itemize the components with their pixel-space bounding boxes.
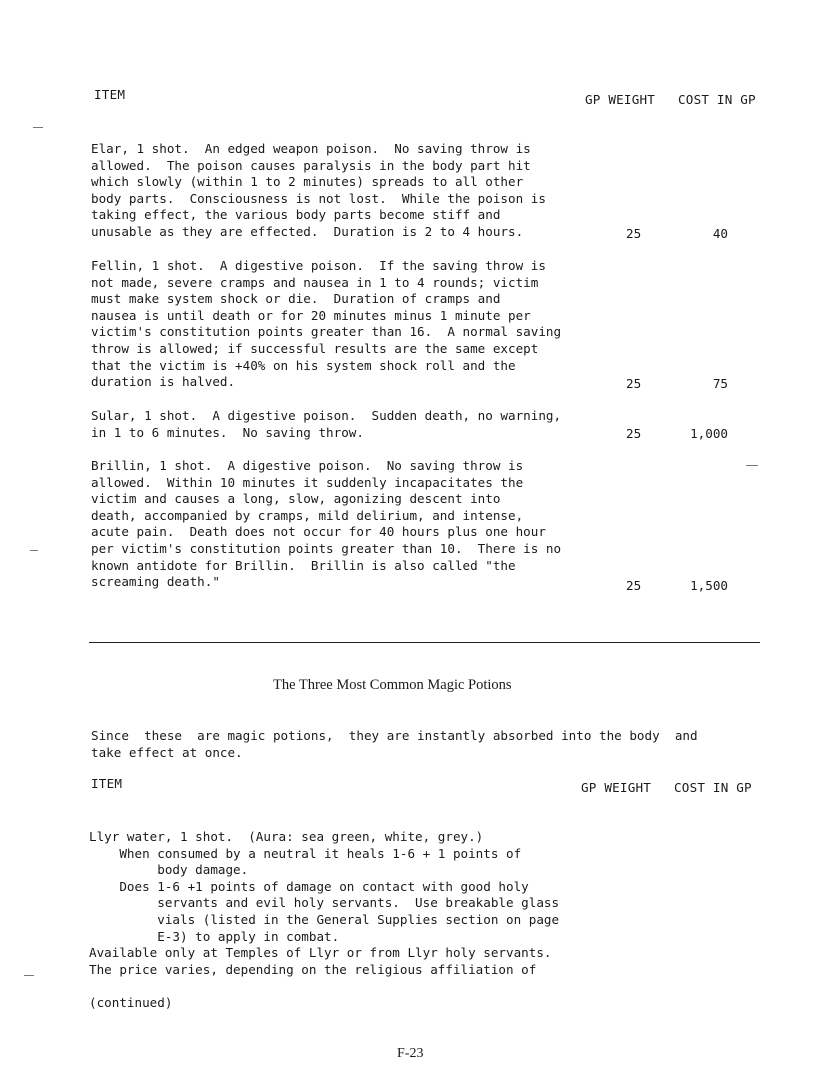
potion-llyr-water-description — [89, 829, 649, 978]
text-line: When consumed by a neutral it heals 1-6 + 1 points of — [89, 845, 522, 861]
text-line: which slowly (within 1 to 2 minutes) spreads to all other — [91, 174, 524, 190]
item-column-header: ITEM — [94, 87, 126, 102]
scan-speck — [746, 465, 758, 466]
gp-weight-column-header-2: GP WEIGHT — [581, 780, 652, 795]
text-line: vials (listed in the General Supplies section on page — [89, 911, 560, 927]
gp-weight-column-header: GP WEIGHT — [585, 92, 656, 107]
text-line: allowed. Within 10 minutes it suddenly incapacitates the — [91, 474, 524, 490]
text-line: Does 1-6 +1 points of damage on contact with good holy — [89, 878, 529, 894]
item-fellin-weight: 25 — [626, 376, 642, 391]
item-brillin-description — [91, 458, 621, 591]
text-line: in 1 to 6 minutes. No saving throw. — [91, 424, 364, 440]
item-sular-cost: 1,000 — [690, 426, 728, 441]
text-line: acute pain. Death does not occur for 40 hours plus one hour — [91, 524, 546, 540]
item-brillin-weight: 25 — [626, 578, 642, 593]
text-line: servants and evil holy servants. Use breakable glass — [89, 895, 560, 911]
page-number: F-23 — [397, 1046, 424, 1061]
text-line: body parts. Consciousness is not lost. While the poison is — [91, 190, 546, 206]
text-line: duration is halved. — [91, 374, 236, 390]
text-line: Llyr water, 1 shot. (Aura: sea green, white, grey.) — [89, 829, 484, 844]
text-line: that the victim is +40% on his system shock roll and the — [91, 357, 516, 373]
text-line: Fellin, 1 shot. A digestive poison. If the saving throw is — [91, 258, 546, 273]
text-line: Elar, 1 shot. An edged weapon poison. No saving throw is — [91, 141, 531, 156]
scan-speck — [30, 550, 38, 551]
section-title: The Three Most Common Magic Potions — [273, 677, 512, 693]
item-fellin-cost: 75 — [712, 376, 728, 391]
text-line: not made, severe cramps and nausea in 1 to 4 rounds; victim — [91, 274, 539, 290]
text-line: must make system shock or die. Duration of cramps and — [91, 291, 501, 307]
text-line: taking effect, the various body parts become stiff and — [91, 207, 501, 223]
item-sular-weight: 25 — [626, 426, 642, 441]
text-line: victim's constitution points greater than 16. A normal saving — [91, 324, 562, 340]
text-line: The price varies, depending on the religious affiliation of — [89, 961, 537, 977]
item-fellin-description — [91, 258, 621, 391]
cost-column-header-2: COST IN GP — [674, 780, 752, 795]
text-line: victim and causes a long, slow, agonizing descent into — [91, 491, 501, 507]
scan-speck — [33, 127, 43, 128]
text-line: screaming death." — [91, 574, 220, 590]
text-line: unusable as they are effected. Duration is 2 to 4 hours. — [91, 223, 524, 239]
text-line: nausea is until death or for 20 minutes minus 1 minute per — [91, 307, 531, 323]
continued-note: (continued) — [89, 995, 173, 1010]
text-line: E-3) to apply in combat. — [89, 928, 340, 944]
text-line: throw is allowed; if successful results are the same except — [91, 340, 539, 356]
text-line: body damage. — [89, 862, 249, 878]
text-line: death, accompanied by cramps, mild delirium, and intense, — [91, 507, 524, 523]
text-line: per victim's constitution points greater than 10. There is no — [91, 540, 562, 556]
scan-speck — [24, 975, 34, 976]
text-line: Sular, 1 shot. A digestive poison. Sudden death, no warning, — [91, 408, 562, 423]
text-line: Available only at Temples of Llyr or from Llyr holy servants. — [89, 945, 552, 961]
text-line: allowed. The poison causes paralysis in the body part hit — [91, 157, 531, 173]
text-line: Brillin, 1 shot. A digestive poison. No saving throw is — [91, 458, 524, 473]
item-sular-description — [91, 408, 621, 441]
cost-column-header: COST IN GP — [678, 92, 756, 107]
text-line: known antidote for Brillin. Brillin is also called "the — [91, 557, 516, 573]
item-brillin-cost: 1,500 — [690, 578, 728, 593]
text-line: take effect at once. — [91, 744, 243, 760]
item-elar-cost: 40 — [712, 226, 728, 241]
item-column-header-2: ITEM — [91, 776, 123, 791]
text-line: Since these are magic potions, they are instantly absorbed into the body and — [91, 728, 698, 743]
intro-paragraph — [91, 728, 771, 761]
item-elar-weight: 25 — [626, 226, 642, 241]
section-divider — [89, 642, 760, 643]
item-elar-description — [91, 141, 621, 241]
